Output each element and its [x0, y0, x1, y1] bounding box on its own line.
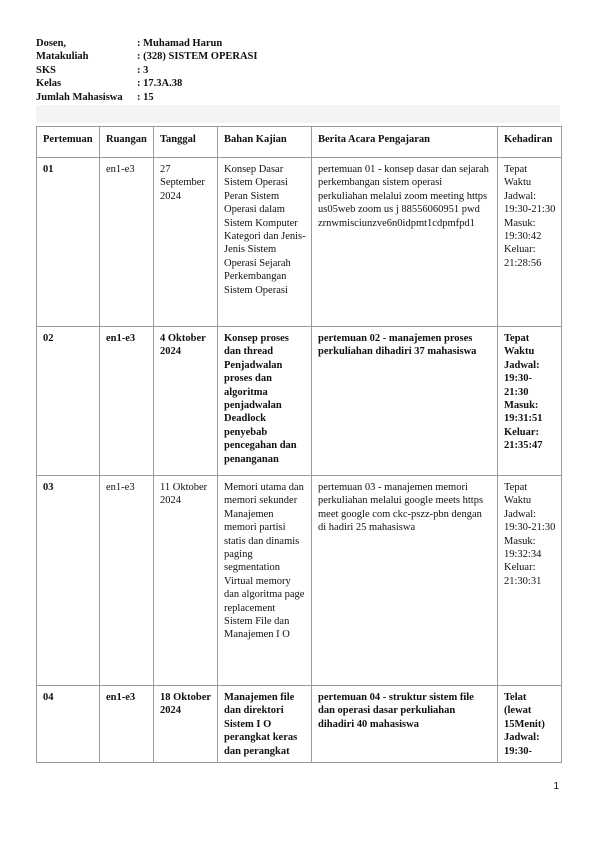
cell-kehadiran: Tepat Waktu Jadwal: 19:30-21:30 Masuk: 19:31:51 Keluar: 21:35:47 [498, 327, 562, 476]
col-header-bahan-kajian: Bahan Kajian [218, 127, 312, 158]
cell-kehadiran: Tepat Waktu Jadwal: 19:30-21:30 Masuk: 19:30:42 Keluar: 21:28:56 [498, 158, 562, 327]
table-row [37, 476, 562, 686]
col-header-tanggal: Tanggal [154, 127, 218, 158]
cell-ruangan: en1-e3 [100, 686, 154, 763]
header-row-matakuliah: Matakuliah : (328) SISTEM OPERASI [36, 51, 258, 63]
cell-pertemuan: 01 [37, 158, 100, 327]
cell-bahan-kajian: Konsep Dasar Sistem Operasi Peran Sistem Operasi dalam Sistem Komputer Kategori dan Jenis-Jenis Sistem Operasi Sejarah Perkembangan Sistem Operasi [218, 158, 312, 327]
col-header-kehadiran: Kehadiran [498, 127, 562, 158]
cell-bahan-kajian: Memori utama dan memori sekunder Manajemen memori partisi statis dan dinamis paging segmentation Virtual memory dan algoritma page replacement Sistem File dan Manajemen I O [218, 476, 312, 686]
col-header-pertemuan: Pertemuan [37, 127, 100, 158]
col-header-berita-acara: Berita Acara Pengajaran [312, 127, 498, 158]
cell-berita-acara: pertemuan 01 - konsep dasar dan sejarah perkembangan sistem operasi perkuliahan melalui zoom meeting https us05web zoom us j 88556060951 pwd zrnwmisciunzve6n0idpmt1cdpmfpd1 [312, 158, 498, 327]
header-row-jumlah: Jumlah Mahasiswa : 15 [36, 91, 154, 103]
course-header [36, 37, 257, 104]
table-row [37, 158, 562, 327]
cell-ruangan: en1-e3 [100, 476, 154, 686]
cell-ruangan: en1-e3 [100, 327, 154, 476]
cell-kehadiran: Telat (lewat 15Menit) Jadwal: 19:30- [498, 686, 562, 763]
attendance-table [36, 126, 562, 763]
cell-pertemuan: 03 [37, 476, 100, 686]
cell-ruangan: en1-e3 [100, 158, 154, 327]
cell-berita-acara: pertemuan 02 - manajemen proses perkuliahan dihadiri 37 mahasiswa [312, 327, 498, 476]
cell-berita-acara: pertemuan 04 - struktur sistem file dan operasi dasar perkuliahan dihadiri 40 mahasiswa [312, 686, 498, 763]
col-header-ruangan: Ruangan [100, 127, 154, 158]
cell-tanggal: 4 Oktober 2024 [154, 327, 218, 476]
header-row-kelas: Kelas : 17.3A.38 [36, 78, 183, 90]
cell-tanggal: 27 September 2024 [154, 158, 218, 327]
cell-berita-acara: pertemuan 03 - manajemen memori perkuliahan melalui google meets https meet google com ckc-pszz-pbn dengan di hadiri 25 mahasiswa [312, 476, 498, 686]
header-row-sks: SKS : 3 [36, 64, 149, 76]
cell-bahan-kajian: Konsep proses dan thread Penjadwalan proses dan algoritma penjadwalan Deadlock penyebab pencegahan dan penanganan [218, 327, 312, 476]
table-header-row [37, 127, 562, 158]
cell-tanggal: 11 Oktober 2024 [154, 476, 218, 686]
header-row-dosen: Dosen, : Muhamad Harun [36, 38, 223, 49]
header-divider-band [36, 105, 560, 123]
cell-kehadiran: Tepat Waktu Jadwal: 19:30-21:30 Masuk: 19:32:34 Keluar: 21:30:31 [498, 476, 562, 686]
cell-pertemuan: 02 [37, 327, 100, 476]
cell-pertemuan: 04 [37, 686, 100, 763]
page-number: 1 [553, 781, 559, 792]
table-row [37, 327, 562, 476]
cell-bahan-kajian: Manajemen file dan direktori Sistem I O perangkat keras dan perangkat [218, 686, 312, 763]
table-row [37, 686, 562, 763]
cell-tanggal: 18 Oktober 2024 [154, 686, 218, 763]
